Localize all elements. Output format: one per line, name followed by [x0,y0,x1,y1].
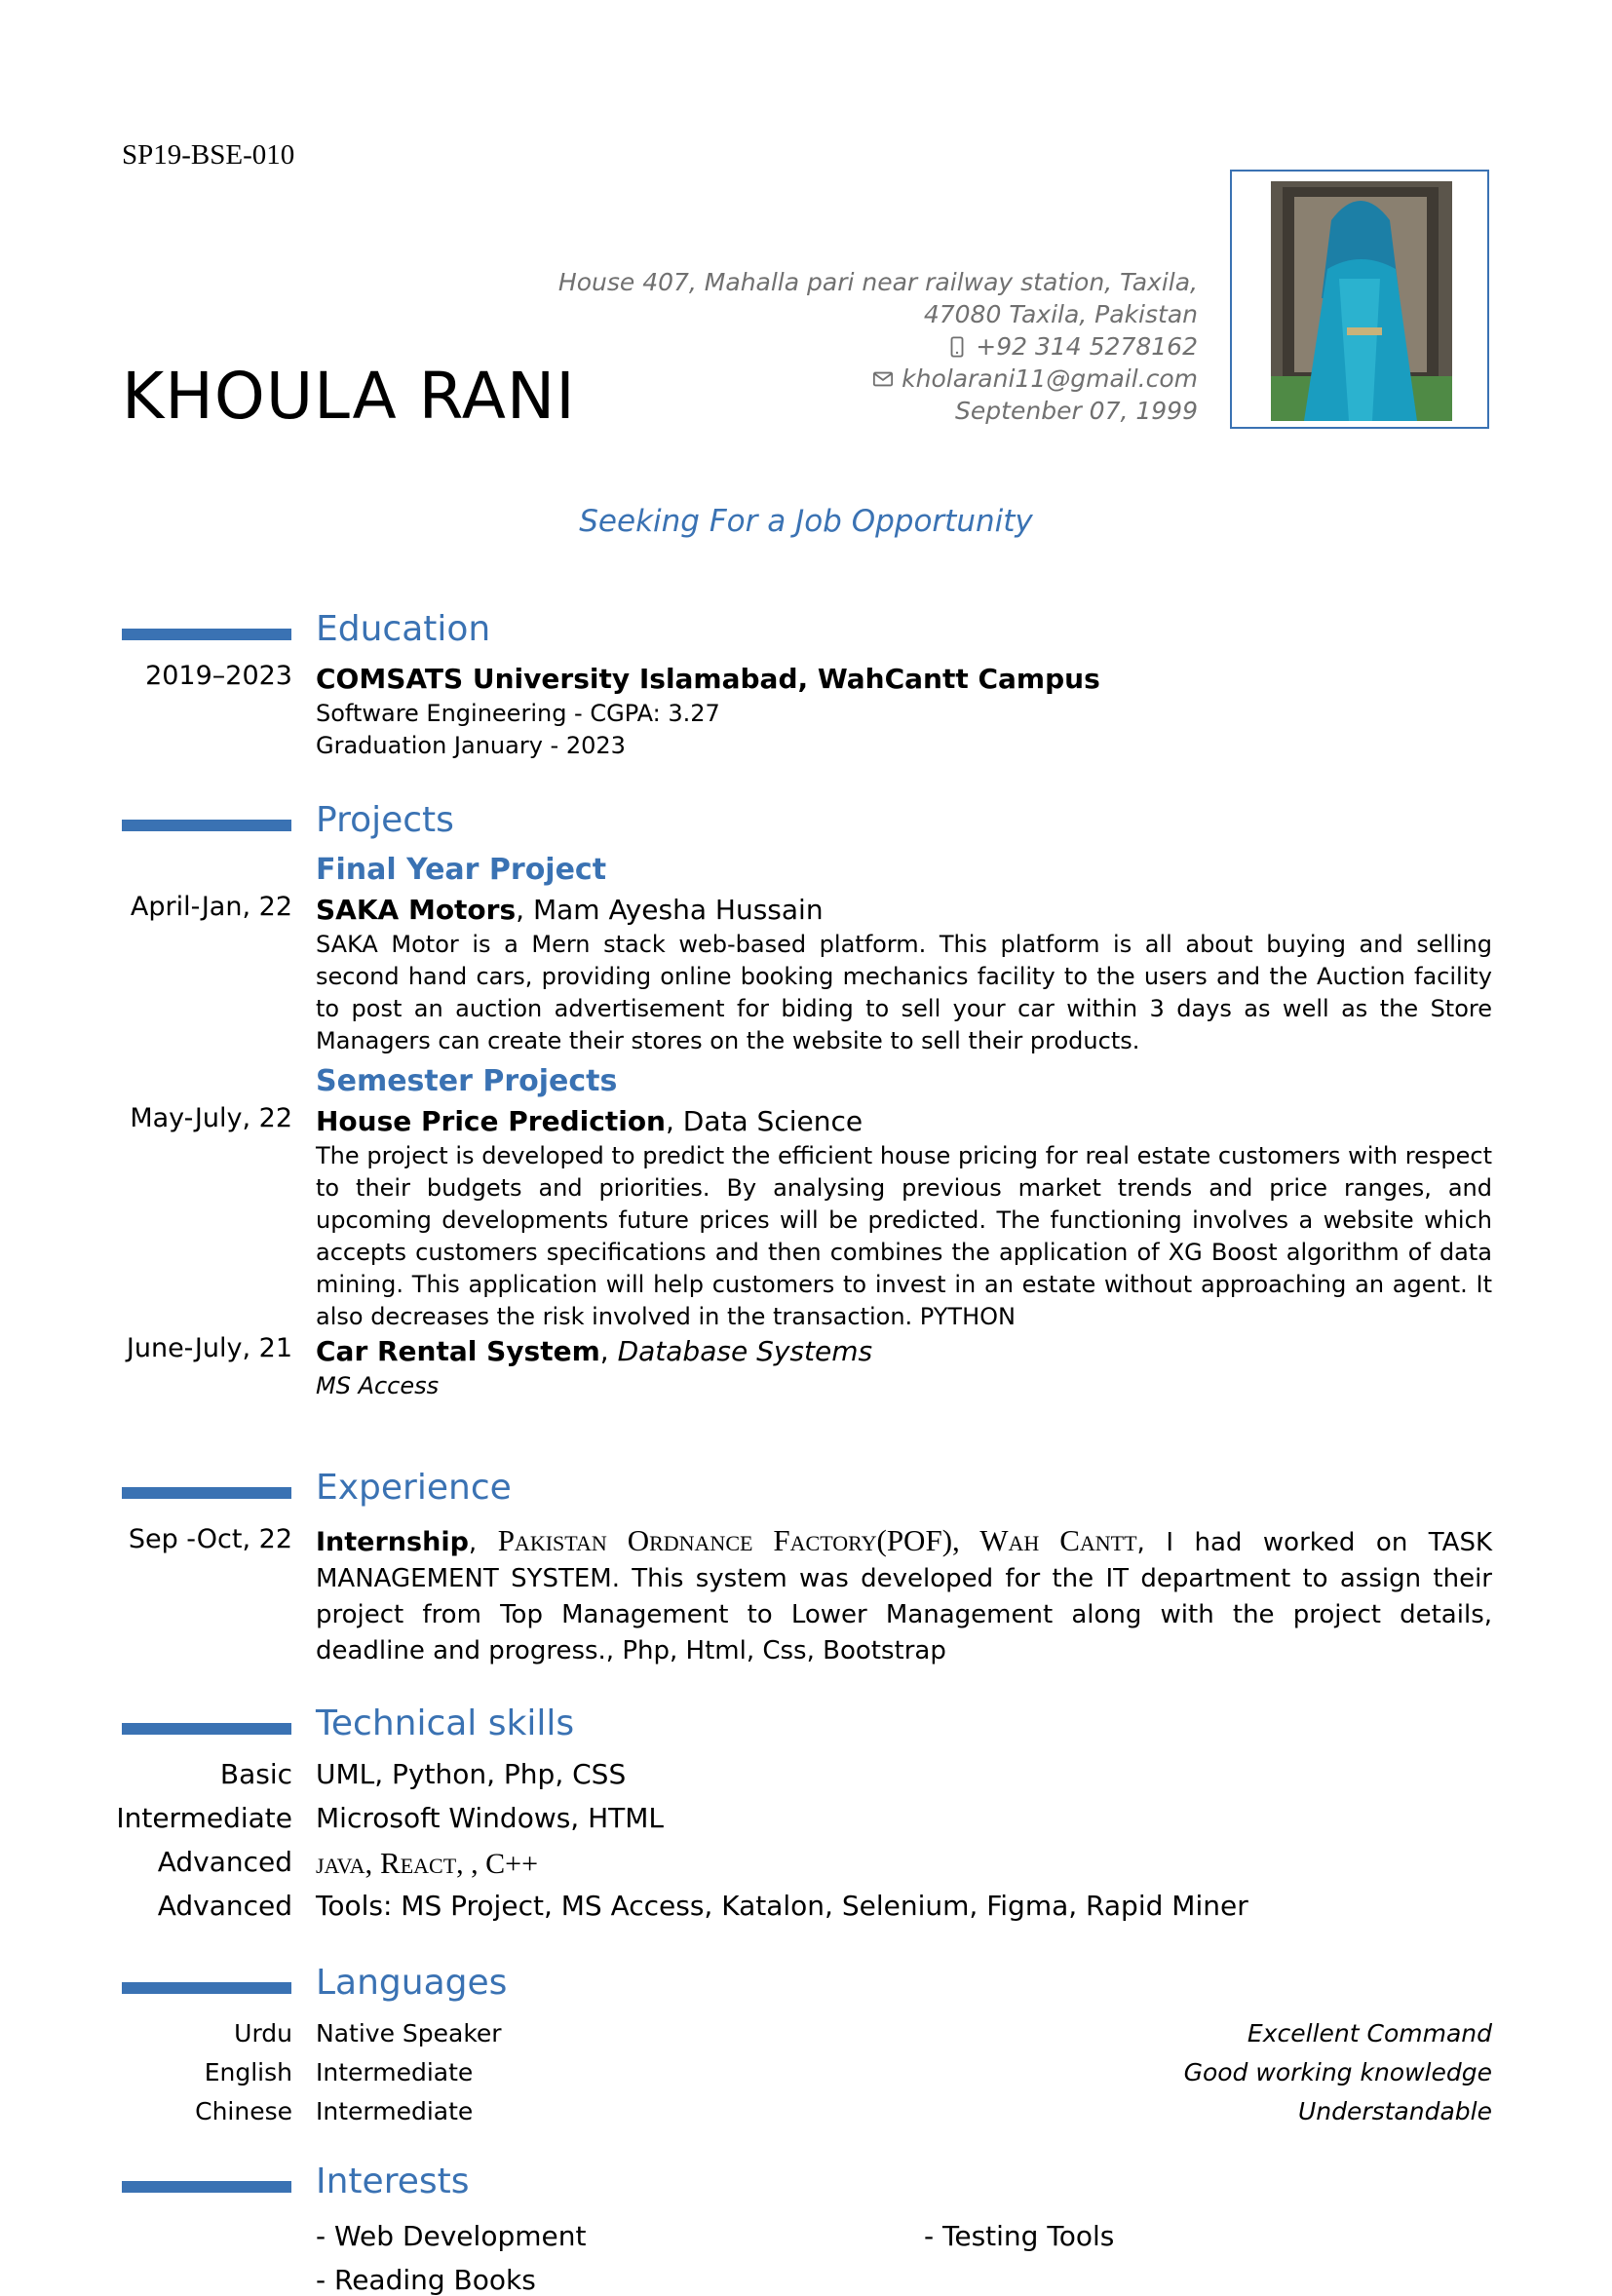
project-name: SAKA Motors [316,894,517,926]
languages-section [122,1963,1492,2136]
education-section [122,609,1492,762]
fyp-entry: April-Jan, 22 SAKA Motors, Mam Ayesha Hussain SAKA Motor is a Mern stack web-based platform. This platform is all about buying and selling second hand cars, providing online booking mechanics facility to the users and the Auction facility to post an auction advertisement for biding to sell your car within 3 days as well as the Store Managers can create their stores on the website to sell their products. [316,892,1492,1057]
institution: COMSATS University Islamabad, WahCantt Campus [316,663,1100,695]
skill-row [157,1890,1492,1933]
skill-row [116,1802,1492,1846]
experience-section [122,1468,1492,1669]
language-name: Chinese [195,2097,292,2125]
experience-organization: Pakistan Ordnance Factory(POF), Wah Cantt [497,1523,1137,1557]
skill-row [219,1758,1492,1802]
skill-level: Advanced [157,1890,292,1922]
section-title: Interests [316,2162,470,2201]
language-name: Urdu [234,2019,292,2047]
language-comment: Good working knowledge [1183,2058,1492,2086]
semester-entry: May-July, 22 House Price Prediction, Data Science The project is developed to predict the efficient house pricing for real estate customers with respect to their budgets and priorities. By analysing previous market trends and price ranges, and upcoming developments future prices will be predicted. The functioning involves a website which accepts customers specifications and then combines the application of XG Boost algorithm of data mining. This application will help customers to invest in an estate without approaching an agent. It also decreases the risk involved in the transaction. PYTHON [316,1103,1492,1333]
objective: Seeking For a Job Opportunity [579,504,1033,539]
phone-number: +92 314 5278162 [976,332,1198,361]
language-comment: Understandable [1297,2097,1492,2125]
candidate-name: KHOULA RANI [122,359,576,434]
skill-items-smallcaps: java, React [316,1846,457,1880]
project-name: House Price Prediction [316,1105,666,1137]
language-level: Intermediate [316,2058,474,2086]
interests-list [316,2220,1492,2296]
entry-date: June-July, 21 [126,1333,292,1363]
education-entry [145,661,1492,762]
graduation: Graduation January - 2023 [316,732,626,759]
entry-date: April-Jan, 22 [130,892,292,922]
language-name: English [204,2058,292,2086]
fyp-heading: Final Year Project [316,853,607,887]
contact-block [496,266,1198,427]
section-title: Technical skills [316,1703,575,1743]
interest-item: - Web Development [316,2220,587,2252]
entry-date: May-July, 22 [130,1103,292,1133]
language-level: Native Speaker [316,2019,502,2047]
semester-heading: Semester Projects [316,1064,618,1098]
section-bar [122,1487,291,1499]
experience-role: Internship [316,1527,469,1557]
language-comment: Excellent Command [1247,2019,1492,2047]
experience-entry: Sep -Oct, 22 Internship, Pakistan Ordnance Factory(POF), Wah Cantt, I had worked on TASK MANAGEMENT SYSTEM. This system was developed for the IT department to assign their project from Top Management to Lower Management along with the project details, deadline and progress., Php, Html, Css, Bootstrap [128,1523,1493,1665]
section-bar [122,1982,291,1994]
skill-level: Intermediate [116,1802,292,1834]
section-title: Projects [316,800,454,840]
phone-row [496,330,1198,363]
language-level: Intermediate [316,2097,474,2125]
entry-date: 2019–2023 [145,661,292,691]
email-row [496,363,1198,395]
skill-items: Tools: MS Project, MS Access, Katalon, Selenium, Figma, Rapid Miner [316,1890,1248,1922]
skills-section [116,1703,1492,1933]
interest-item: - Reading Books [316,2264,536,2296]
project-description: MS Access [316,1372,440,1399]
program: Software Engineering - CGPA: 3.27 [316,700,720,727]
profile-photo-frame [1230,170,1489,429]
skill-level: Advanced [157,1846,292,1878]
experience-description: I had worked on TASK MANAGEMENT SYSTEM. This system was developed for the IT department to assign their project from Top Management to Lower Management along with the project details, deadline and progress., Php, Html, Css, Bootstrap [316,1528,1493,1665]
phone-icon [946,336,968,358]
language-row [234,2019,1492,2058]
entry-date: Sep -Oct, 22 [128,1524,292,1554]
address-line-2: 47080 Taxila, Pakistan [923,300,1198,328]
section-title: Languages [316,1963,508,2003]
address-line-1: House 407, Mahalla pari near railway station, Taxila, [557,268,1198,296]
project-course: Database Systems [617,1335,873,1367]
project-supervisor: Mam Ayesha Hussain [532,894,824,926]
interests-section [122,2162,1492,2296]
interest-item: - Testing Tools [924,2220,1115,2252]
skill-items: Microsoft Windows, HTML [316,1802,665,1834]
projects-section [122,800,1492,1402]
project-description: The project is developed to predict the efficient house pricing for real estate customers with respect to their budgets and priorities. By analysing previous market trends and price ranges, and upcoming developments future prices will be predicted. The functioning involves a website which accepts customers specifications and then combines the application of XG Boost algorithm of data mining. This application will help customers to invest in an estate without approaching an agent. It also decreases the risk involved in the transaction. PYTHON [316,1142,1492,1330]
section-bar [122,629,291,640]
project-course: Data Science [682,1105,864,1137]
section-bar [122,2181,291,2193]
skill-row [157,1846,1492,1890]
language-row [195,2097,1492,2136]
language-row [204,2058,1492,2097]
semester-entry: June-July, 21 Car Rental System, Database Systems MS Access [316,1333,1492,1402]
envelope-icon [872,368,894,390]
skill-items: UML, Python, Php, CSS [316,1758,627,1790]
section-title: Education [316,609,491,649]
section-bar [122,1723,291,1735]
date-of-birth: Septenber 07, 1999 [955,397,1198,425]
document-id: SP19-BSE-010 [122,139,295,171]
section-bar [122,820,291,831]
skill-level: Basic [219,1758,292,1790]
skill-items: , , C++ [456,1848,539,1880]
project-description: SAKA Motor is a Mern stack web-based platform. This platform is all about buying and selling second hand cars, providing online booking mechanics facility to the users and the Auction facility to post an auction advertisement for biding to sell your car within 3 days as well as the Store Managers can create their stores on the website to sell their products. [316,931,1492,1054]
profile-photo [1271,181,1452,421]
email-address[interactable]: kholarani11@gmail.com [902,364,1198,393]
section-title: Experience [316,1468,512,1508]
project-name: Car Rental System [316,1335,600,1367]
